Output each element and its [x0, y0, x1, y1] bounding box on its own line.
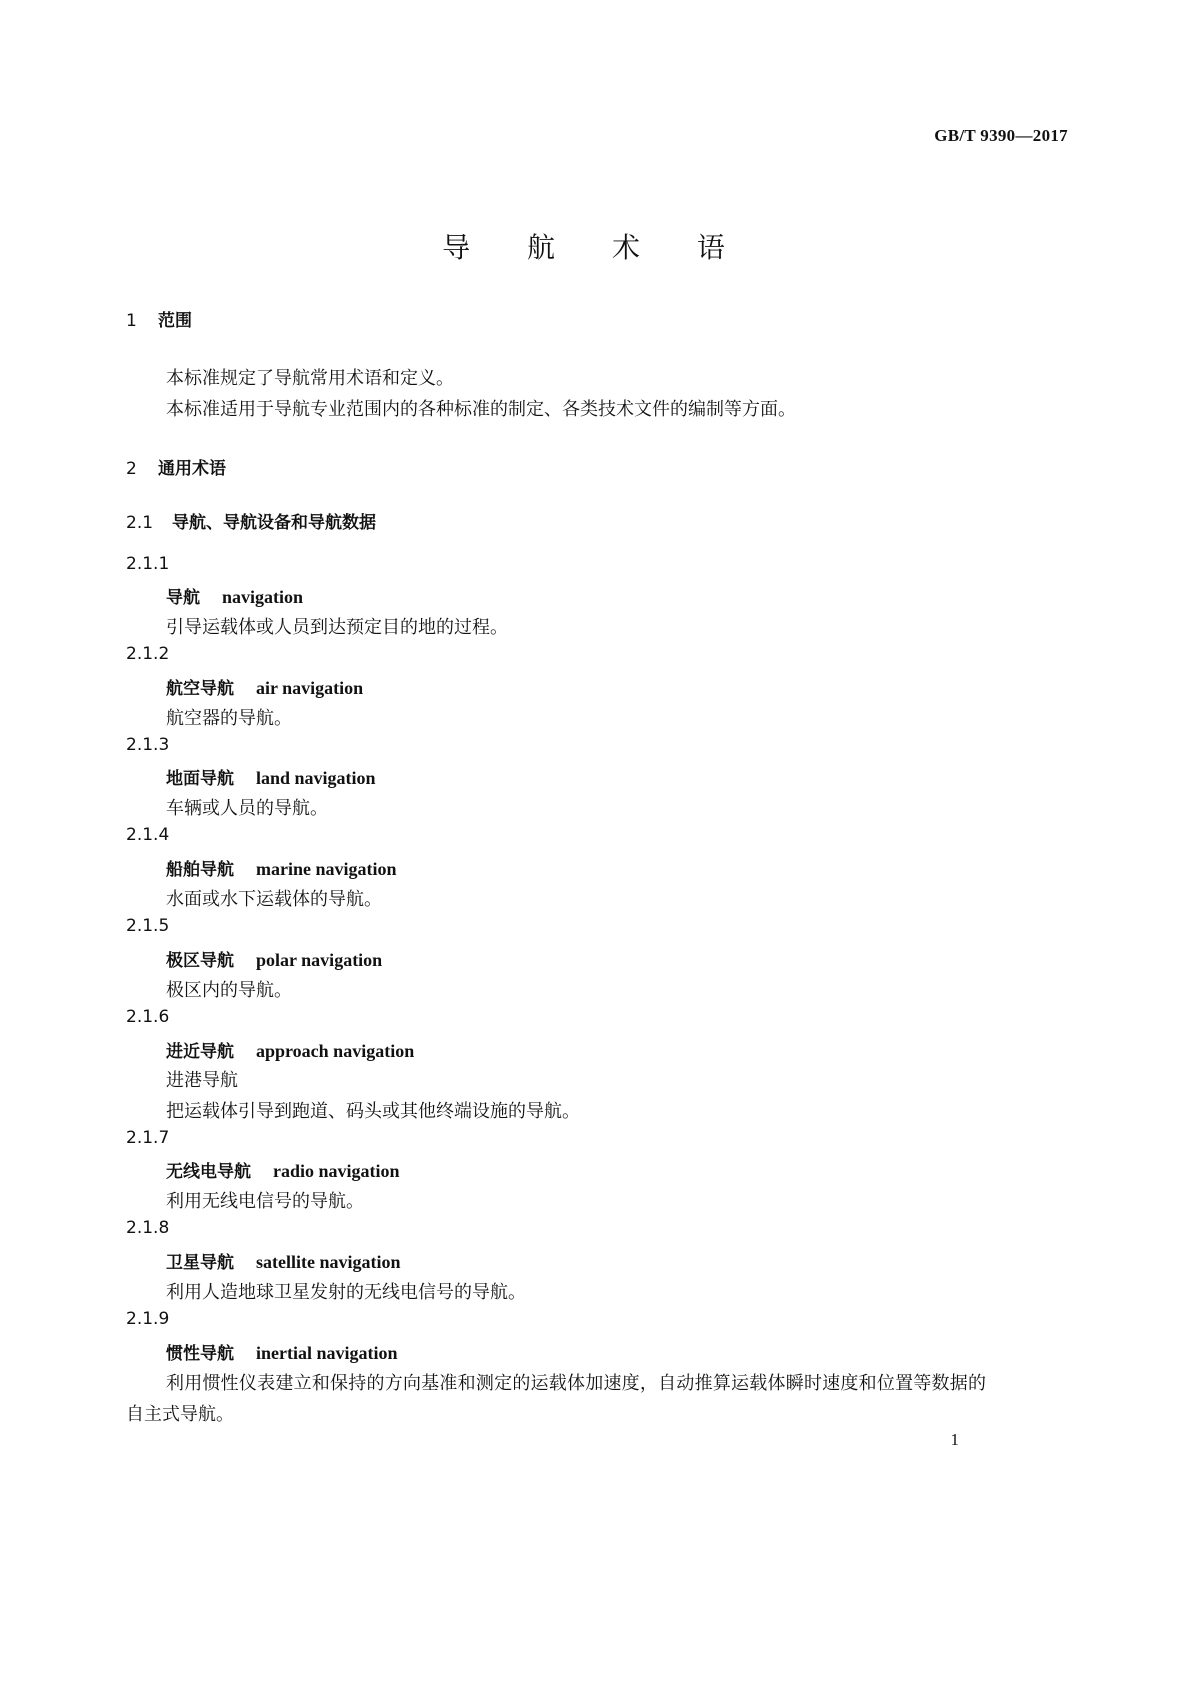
- term-english: inertial navigation: [256, 1343, 398, 1363]
- term-number: 2.1.9: [126, 1309, 170, 1329]
- section-heading-scope: [126, 306, 192, 331]
- section-number: 2: [126, 459, 137, 479]
- term-heading: [166, 1339, 398, 1364]
- term-chinese: 航空导航: [166, 679, 234, 699]
- term-definition: 利用人造地球卫星发射的无线电信号的导航。: [166, 1282, 526, 1303]
- term-definition: 车辆或人员的导航。: [166, 798, 328, 819]
- term-number: 2.1.8: [126, 1218, 170, 1238]
- term-english: land navigation: [256, 768, 376, 788]
- term-english: marine navigation: [256, 859, 397, 879]
- term-definition: 利用无线电信号的导航。: [166, 1191, 364, 1212]
- term-number: 2.1.2: [126, 644, 170, 664]
- term-definition: 极区内的导航。: [166, 980, 292, 1001]
- section-title: 通用术语: [158, 459, 226, 479]
- document-title: 导 航 术 语: [442, 231, 749, 264]
- term-chinese: 卫星导航: [166, 1253, 234, 1273]
- standard-code: GB/T 9390—2017: [934, 126, 1068, 145]
- term-number: 2.1.6: [126, 1007, 170, 1027]
- term-chinese: 进近导航: [166, 1042, 234, 1062]
- term-heading: [166, 1157, 400, 1182]
- subsection-heading: [126, 508, 376, 533]
- term-english: polar navigation: [256, 950, 383, 970]
- term-synonym: 进港导航: [166, 1070, 238, 1091]
- term-number: 2.1.3: [126, 735, 170, 755]
- term-number: 2.1.1: [126, 554, 170, 574]
- term-english: satellite navigation: [256, 1252, 401, 1272]
- term-definition: 利用惯性仪表建立和保持的方向基准和测定的运载体加速度，自动推算运载体瞬时速度和位置等数据的自主式导航。: [126, 1373, 986, 1425]
- term-definition: 水面或水下运载体的导航。: [166, 889, 382, 910]
- scope-paragraph-1: 本标准规定了导航常用术语和定义。: [166, 368, 454, 389]
- term-heading: [166, 764, 376, 789]
- subsection-number: 2.1: [126, 513, 154, 533]
- section-number: 1: [126, 311, 137, 331]
- term-definition: 航空器的导航。: [166, 708, 292, 729]
- term-heading: [166, 583, 303, 608]
- page-number: 1: [950, 1430, 959, 1449]
- section-heading-general-terms: [126, 454, 226, 479]
- term-chinese: 导航: [166, 588, 200, 608]
- term-chinese: 惯性导航: [166, 1344, 234, 1364]
- term-english: navigation: [222, 587, 304, 607]
- term-heading: [166, 855, 397, 880]
- section-title: 范围: [158, 311, 192, 331]
- term-heading: [166, 1037, 414, 1062]
- scope-paragraph-2: 本标准适用于导航专业范围内的各种标准的制定、各类技术文件的编制等方面。: [166, 399, 796, 420]
- term-number: 2.1.7: [126, 1128, 170, 1148]
- term-definition: 把运载体引导到跑道、码头或其他终端设施的导航。: [166, 1101, 580, 1122]
- term-number: 2.1.4: [126, 825, 170, 845]
- term-chinese: 船舶导航: [166, 860, 234, 880]
- term-heading: [166, 946, 382, 971]
- term-definition: 引导运载体或人员到达预定目的地的过程。: [166, 617, 508, 638]
- term-heading: [166, 1248, 401, 1273]
- term-english: air navigation: [256, 678, 364, 698]
- term-number: 2.1.5: [126, 916, 170, 936]
- term-english: radio navigation: [273, 1161, 400, 1181]
- term-heading: [166, 674, 363, 699]
- term-chinese: 地面导航: [166, 769, 234, 789]
- term-english: approach navigation: [256, 1041, 415, 1061]
- subsection-title: 导航、导航设备和导航数据: [172, 513, 376, 533]
- term-chinese: 极区导航: [166, 951, 234, 971]
- term-chinese: 无线电导航: [166, 1162, 251, 1182]
